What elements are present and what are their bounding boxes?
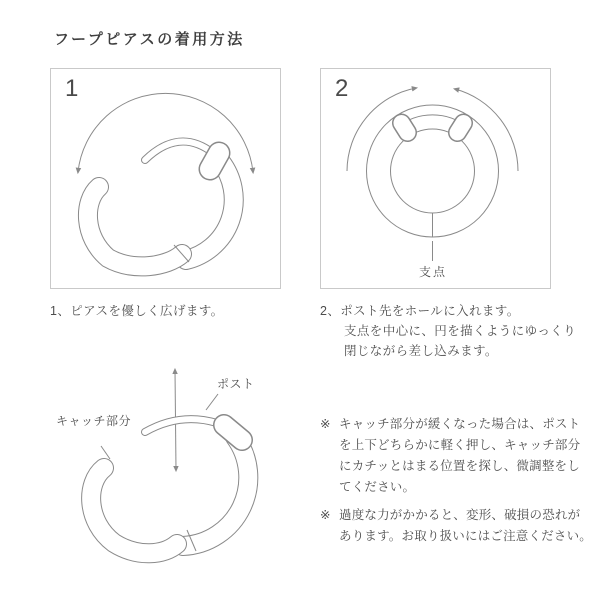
hoop-catch bbox=[88, 187, 182, 266]
hoop-post bbox=[145, 142, 213, 160]
post-label: ポスト bbox=[217, 377, 255, 391]
step1-panel bbox=[50, 68, 281, 289]
note-item bbox=[320, 414, 598, 498]
step2-caption-line: 2、ポスト先をホールに入れます。 bbox=[320, 304, 520, 318]
step2-caption bbox=[320, 301, 576, 361]
step2-panel bbox=[320, 68, 551, 289]
step2-number: 2 bbox=[335, 75, 349, 102]
step2-diagram bbox=[321, 69, 550, 288]
opened-hoop-earring bbox=[88, 142, 234, 267]
parts-diagram bbox=[40, 362, 310, 578]
pivot-label: 支点 bbox=[418, 265, 448, 279]
post-leader-line bbox=[206, 394, 218, 410]
catch-socket-right bbox=[458, 123, 464, 133]
notes-section bbox=[320, 414, 598, 547]
step2-caption-line: 閉じながら差し込みます。 bbox=[344, 344, 498, 358]
note-line: にカチッとはまる位置を探し、微調整をし bbox=[339, 459, 580, 473]
note-line: キャッチ部分が緩くなった場合は、ポスト bbox=[339, 417, 581, 431]
note-text bbox=[339, 505, 592, 547]
note-marker: ※ bbox=[320, 508, 331, 522]
hoop-catch bbox=[91, 468, 177, 553]
catch-socket-left bbox=[402, 123, 408, 133]
closed-hoop-earring bbox=[367, 105, 499, 237]
hoop-body bbox=[183, 437, 248, 546]
parts-diagram-drawing bbox=[40, 362, 310, 578]
page-title: フープピアスの着用方法 bbox=[54, 31, 245, 48]
hoop-inner-edge bbox=[391, 129, 475, 213]
note-line: あります。お取り扱いにはご注意ください。 bbox=[339, 529, 593, 543]
step1-diagram bbox=[51, 69, 280, 288]
note-line: てください。 bbox=[339, 480, 416, 494]
step1-number: 1 bbox=[65, 75, 79, 102]
note-line: 過度な力がかかると、変形、破損の恐れが bbox=[339, 508, 581, 522]
catch-socket bbox=[210, 153, 219, 169]
hoop-post bbox=[145, 419, 217, 432]
step1-caption: 1、ピアスを優しく広げます。 bbox=[50, 304, 224, 318]
note-item bbox=[320, 505, 598, 547]
note-marker: ※ bbox=[320, 417, 331, 431]
catch-leader-line bbox=[101, 446, 110, 459]
step2-caption-line: 支点を中心に、円を描くようにゆっくり bbox=[344, 324, 577, 338]
note-line: を上下どちらかに軽く押し、キャッチ部分 bbox=[339, 438, 581, 452]
note-text bbox=[339, 414, 580, 498]
opened-hoop-earring bbox=[91, 419, 248, 553]
catch-socket bbox=[224, 425, 242, 440]
catch-label: キャッチ部分 bbox=[56, 414, 132, 428]
